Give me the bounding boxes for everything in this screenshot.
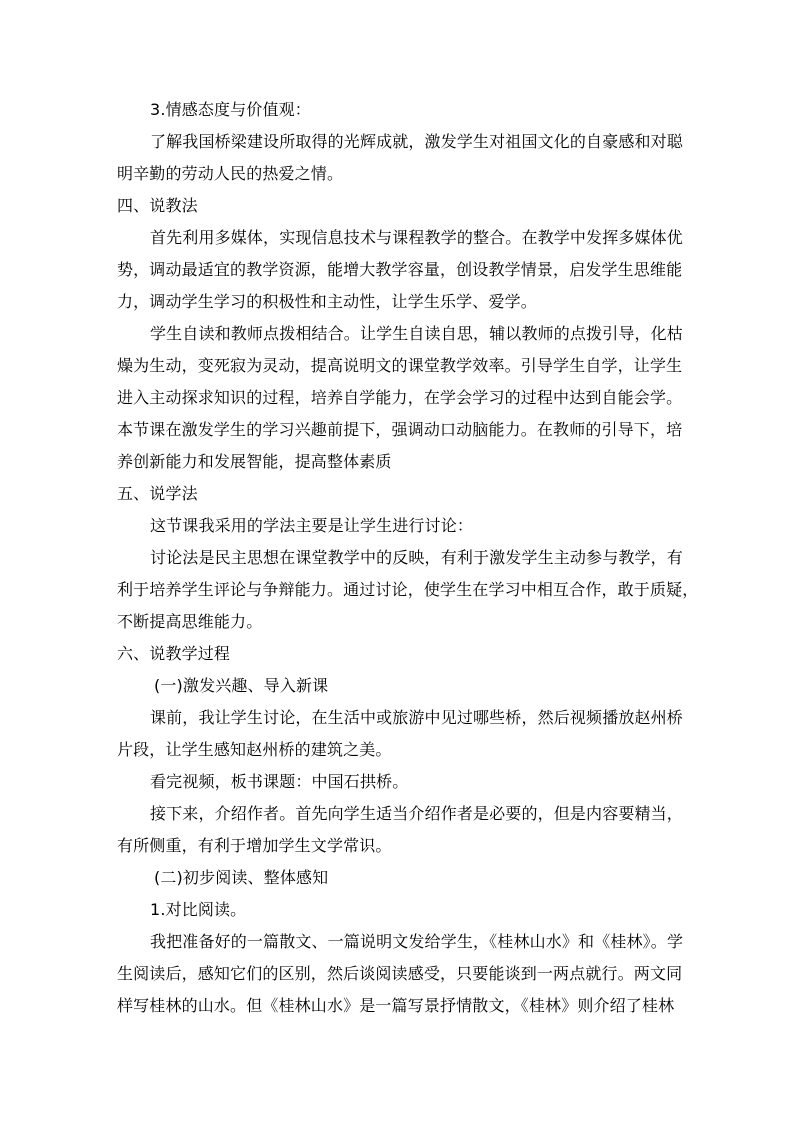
text-line: 我把准备好的一篇散文、一篇说明文发给学生，《桂林山水》和《桂林》。学 [150,932,684,951]
subsection-heading: (二)初步阅读、整体感知 [154,868,329,887]
text-line: 这节课我采用的学法主要是让学生进行讨论： [150,516,474,535]
text-line: 课前，我让学生讨论，在生活中或旅游中见过哪些桥，然后视频播放赵州桥 [150,708,683,727]
text-line: 1.对比阅读。 [150,900,247,919]
text-line: 片段，让学生感知赵州桥的建筑之美。 [117,740,392,759]
section-heading: 五、说学法 [117,484,198,503]
text-line: 3.情感态度与价值观： [150,100,311,119]
text-line: 有所侧重，有利于增加学生文学常识。 [117,836,392,855]
text-line: 了解我国桥梁建设所取得的光辉成就，激发学生对祖国文化的自豪感和对聪 [150,132,683,151]
text-line: 讨论法是民主思想在课堂教学中的反映，有利于激发学生主动参与教学，有 [150,548,683,567]
text-line: 不断提高思维能力。 [117,612,263,631]
text-line: 进入主动探求知识的过程，培养自学能力，在学会学习的过程中达到自能会学。 [117,388,683,407]
text-line: 本节课在激发学生的学习兴趣前提下，强调动口动脑能力。在教师的引导下，培 [117,420,683,439]
text-line: 样写桂林的山水。但《桂林山水》是一篇写景抒情散文，《桂林》则介绍了桂林 [117,996,675,1015]
text-line: 力，调动学生学习的积极性和主动性，让学生乐学、爱学。 [117,292,537,311]
text-line: 养创新能力和发展智能，提高整体素质 [117,452,392,471]
text-line: 利于培养学生评论与争辩能力。通过讨论，使学生在学习中相互合作，敢于质疑， [117,580,699,599]
text-line: 接下来，介绍作者。首先向学生适当介绍作者是必要的，但是内容要精当， [150,804,683,823]
text-line: 看完视频，板书课题：中国石拱桥。 [150,772,409,791]
text-line: 学生自读和教师点拨相结合。让学生自读自思，辅以教师的点拨引导，化枯 [150,324,683,343]
text-line: 燥为生动，变死寂为灵动，提高说明文的课堂教学效率。引导学生自学，让学生 [117,356,683,375]
section-heading: 四、说教法 [117,196,198,215]
section-heading: 六、说教学过程 [117,644,231,663]
text-line: 势，调动最适宜的教学资源，能增大教学容量，创设教学情景，启发学生思维能 [117,260,683,279]
text-line: 生阅读后，感知它们的区别，然后谈阅读感受，只要能谈到一两点就行。两文同 [117,964,683,983]
text-line: 明辛勤的劳动人民的热爱之情。 [117,164,344,183]
text-line: 首先利用多媒体，实现信息技术与课程教学的整合。在教学中发挥多媒体优 [150,228,683,247]
subsection-heading: (一)激发兴趣、导入新课 [154,676,329,695]
